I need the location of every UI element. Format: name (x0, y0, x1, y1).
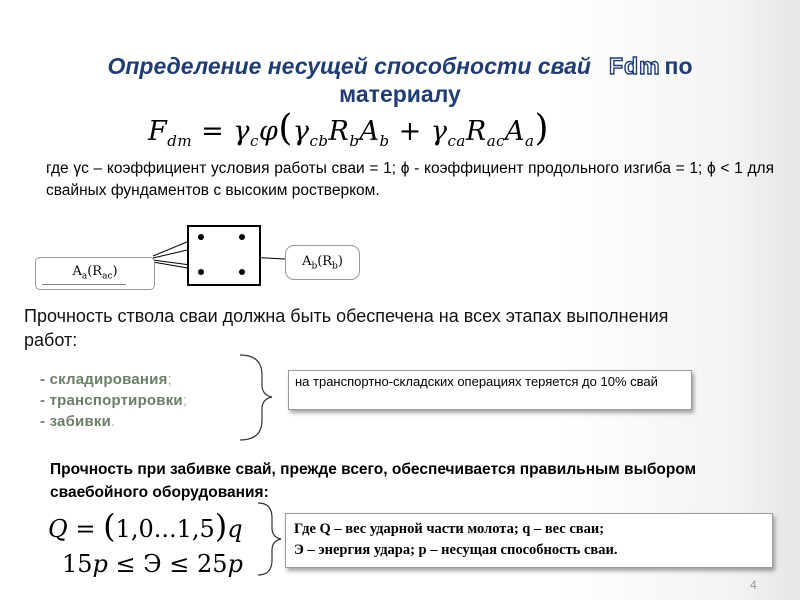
stages-brace (240, 355, 272, 440)
formula-rac-sub: ac (486, 132, 506, 150)
driving-text: Прочность при забивке свай, прежде всего, обеспечивается правильным выбором сваебойного оборудования: (50, 461, 697, 501)
stage-text: - транспортировки (40, 392, 183, 409)
label-ab-mid: (R (317, 254, 333, 269)
label-ab-text: A (302, 254, 312, 269)
definition-line: Э – энергия удара; p – несущая способность сваи. (294, 542, 618, 558)
formula-lhs: F (148, 116, 168, 147)
formula-lhs-sub: dm (167, 132, 193, 150)
formula-description: где γс – коэффициент условия работы сваи = 1; ϕ - коэффициент продольного изгиба = 1; ϕ < 1 для свайных фундаментов с высоким ростверком. (46, 160, 774, 199)
label-ab-sub2: b (332, 261, 338, 272)
stage-text: - складирования (40, 371, 168, 388)
fq-range: 1,0...1,5 (115, 515, 215, 543)
label-ab-end: ) (337, 254, 343, 269)
stage-end: ; (182, 392, 188, 409)
fe-right: 25 (197, 550, 228, 578)
label-aa-sub2: ac (102, 271, 113, 282)
fq-eq: = (67, 515, 104, 543)
fe-p2: p (227, 550, 243, 578)
label-aa-mid: (R (87, 264, 103, 279)
title-line2: материалу (339, 81, 461, 107)
stage-end: ; (167, 371, 172, 388)
formula-rb: R (328, 116, 350, 147)
label-aa-text: A (72, 264, 82, 279)
formulas-brace (258, 503, 281, 575)
formula-eq: = γ (192, 116, 250, 147)
stage-end: . (111, 413, 116, 430)
label-aa-sub: a (81, 271, 88, 282)
definitions-box (285, 513, 773, 568)
fe-p1: p (92, 550, 108, 578)
fq-open-paren: ( (103, 507, 116, 545)
loss-note-box: на транспортно-складских операциях теряется до 10% свай (288, 370, 692, 410)
formula-ab-sub: b (379, 132, 390, 150)
formula-ab: A (359, 116, 380, 147)
fq-close-paren: ) (214, 507, 228, 545)
definition-line: Где Q – вес ударной части молота; q – вес сваи; (294, 521, 605, 537)
formula-close-paren: ) (534, 108, 550, 149)
formula-aa: A (505, 116, 526, 147)
title-tail: по (664, 53, 693, 79)
formula-plus: + γ (389, 116, 448, 147)
energy-formula (62, 550, 243, 578)
title-symbol: Fdm (608, 53, 661, 79)
fe-le: ≤ Э ≤ (107, 550, 198, 578)
formula-aa-sub: a (525, 132, 535, 150)
stage-text: - забивки (40, 413, 111, 430)
formula-g3-sub: ca (447, 132, 466, 150)
formula-rac: R (465, 116, 487, 147)
title-main: Определение несущей способности свай (107, 53, 591, 79)
formula-open-paren: ( (278, 108, 293, 149)
formula-phi: φ (258, 116, 279, 147)
page-number: 4 (750, 578, 757, 592)
strength-text: Прочность ствола сваи должна быть обеспечена на всех этапах выполнения работ: (24, 306, 669, 350)
formula-g1-sub: c (250, 132, 259, 150)
formula-g2-sub: cb (309, 132, 329, 150)
formula-g2: γ (292, 116, 310, 147)
fq-q2: q (227, 515, 243, 543)
label-aa-end: ) (112, 264, 118, 279)
fe-left: 15 (62, 550, 93, 578)
label-ab-sub: b (311, 261, 318, 272)
fq-q: Q (48, 515, 68, 543)
formula-rb-sub: b (349, 132, 360, 150)
hammer-weight-formula (48, 507, 243, 545)
